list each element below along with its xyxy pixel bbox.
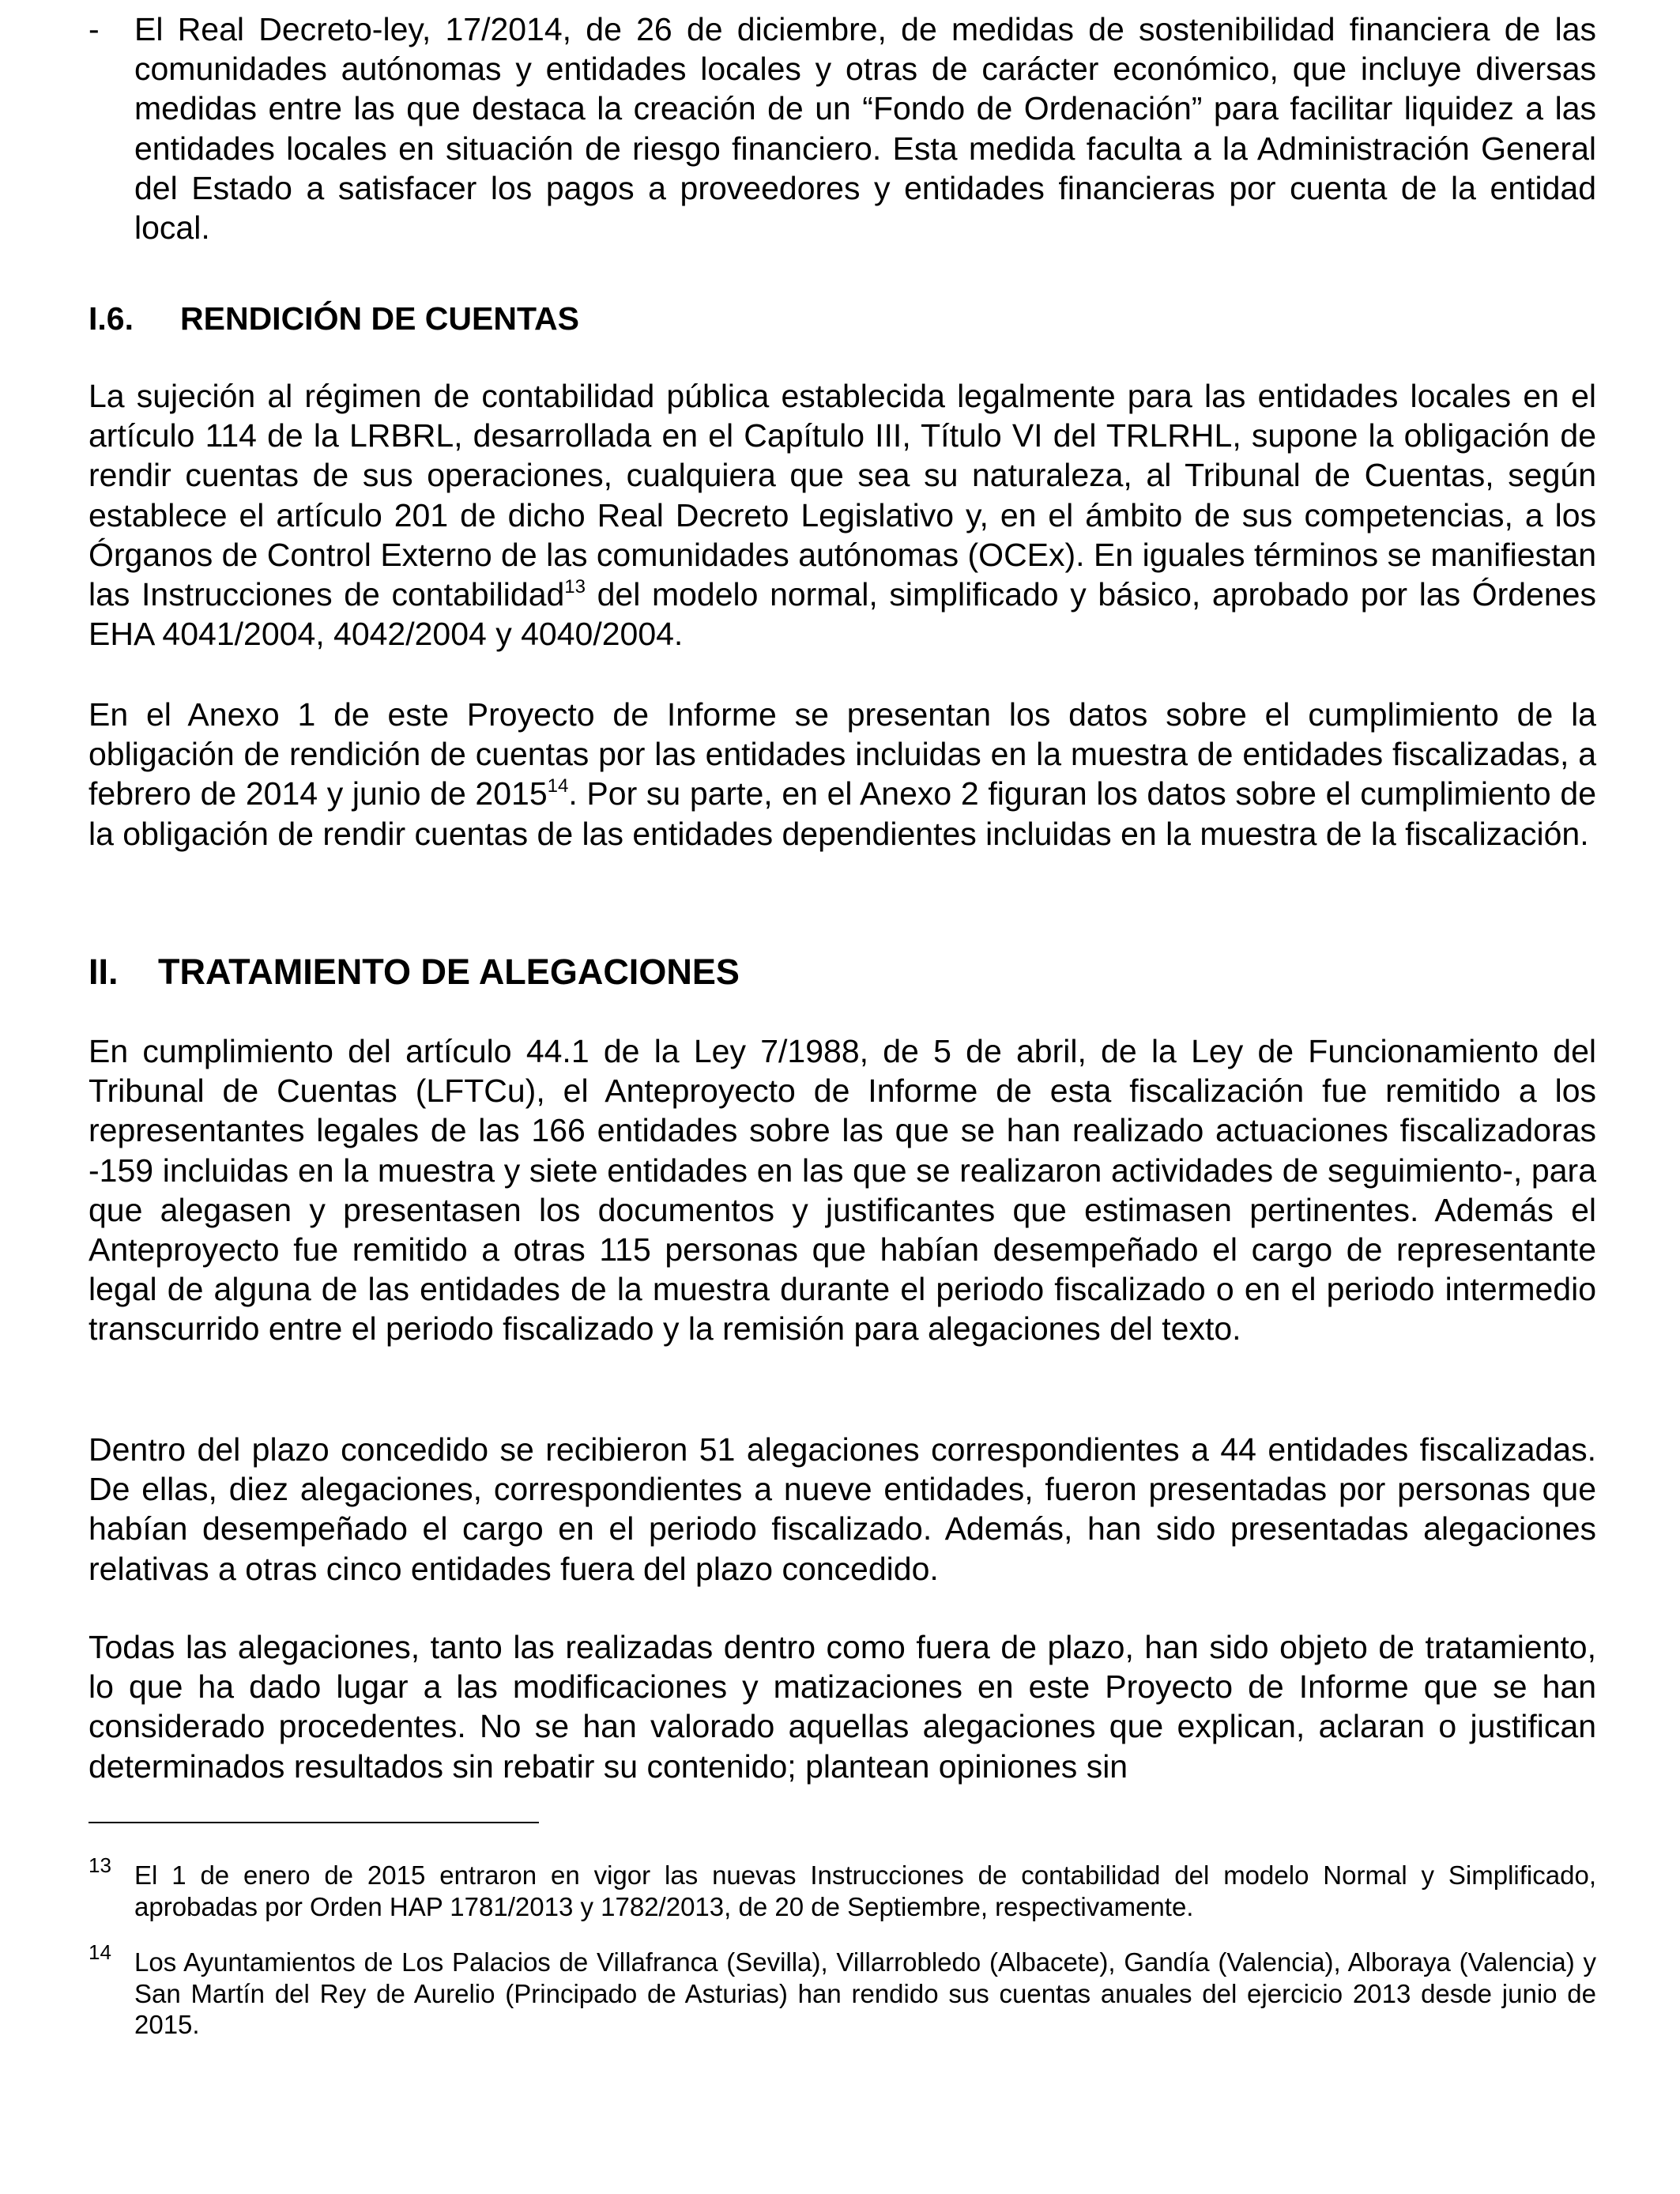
paragraph: En cumplimiento del artículo 44.1 de la Ley 7/1988, de 5 de abril, de la Ley de Funcionamiento del Tribunal de Cuentas (LFTCu), el Anteproyecto de Informe de esta fiscalización fue remitido a los representantes legales de las 166 entidades sobre las que se han realizado actuaciones fiscalizadoras -159 incluidas en la muestra y siete entidades en las que se realizaron actividades de seguimiento-, para que alegasen y presentasen los documentos y justificantes que estimasen pertinentes. Además el Anteproyecto fue remitido a otras 115 personas que habían desempeñado el cargo de representante legal de alguna de las entidades de la muestra durante el periodo fiscalizado o en el periodo intermedio transcurrido entre el periodo fiscalizado y la remisión para alegaciones del texto. (89, 1033, 1596, 1348)
footnote-number: 14 (89, 1940, 111, 1964)
paragraph: Dentro del plazo concedido se recibieron 51 alegaciones correspondientes a 44 entidades fiscalizadas. De ellas, diez alegaciones, correspondientes a nueve entidades, fueron presentadas por personas que habían desempeñado el cargo en el periodo fiscalizado. Además, han sido presentadas alegaciones relativas a otras cinco entidades fuera del plazo concedido. (89, 1431, 1596, 1587)
paragraph-text: La sujeción al régimen de contabilidad pública establecida legalmente para las entidades locales en el artículo 114 de la LRBRL, desarrollada en el Capítulo III, Título VI del TRLRHL, supone la obligación de rendir cuentas de sus operaciones, cualquiera que sea su naturaleza, al Tribunal de Cuentas, según establece el artículo 201 de dicho Real Decreto Legislativo y, en el ámbito de sus competencias, a los Órganos de Control Externo de las comunidades autónomas (OCEx). En iguales términos se manifiestan las Instrucciones de contabilidad (89, 378, 1596, 613)
footnote-text: El 1 de enero de 2015 entraron en vigor las nuevas Instrucciones de contabilidad del modelo Normal y Simplificado, aprobadas por Orden HAP 1781/2013 y 1782/2013, de 20 de Septiembre, respectivamente. (134, 1860, 1596, 1921)
list-bullet: - (89, 11, 100, 47)
section-heading-ii (89, 951, 740, 993)
footnote-text: Los Ayuntamientos de Los Palacios de Villafranca (Sevilla), Villarrobledo (Albacete), Gandía (Valencia), Alboraya (Valencia) y San Martín del Rey de Aurelio (Principado de Asturias) han rendido sus cuentas anuales del ejercicio 2013 desde junio de 2015. (134, 1947, 1596, 2039)
paragraph (89, 376, 1596, 654)
footnote (89, 1853, 1596, 1922)
footnote-separator (89, 1822, 539, 1823)
section-number: I.6. (89, 300, 134, 337)
paragraph-text: del modelo normal, simplificado y básico, aprobado por las Órdenes EHA 4041/2004, 4042/2004 y 4040/2004. (89, 576, 1596, 653)
section-title: RENDICIÓN DE CUENTAS (180, 300, 579, 337)
paragraph-text: En el Anexo 1 de este Proyecto de Informe se presentan los datos sobre el cumplimiento de la obligación de rendición de cuentas por las entidades incluidas en la muestra de entidades fiscalizadas, a febrero de 2014 y junio de 2015 (89, 696, 1596, 812)
list-item (89, 9, 1596, 247)
footnote-number: 13 (89, 1853, 111, 1877)
paragraph (89, 695, 1596, 854)
footnote-ref-13[interactable]: 13 (564, 576, 586, 598)
footnote (89, 1940, 1596, 2041)
section-title: TRATAMIENTO DE ALEGACIONES (158, 952, 740, 992)
paragraph: Todas las alegaciones, tanto las realizadas dentro como fuera de plazo, han sido objeto de tratamiento, lo que ha dado lugar a las modificaciones y matizaciones en este Proyecto de Informe que se han considerado procedentes. No se han valorado aquellas alegaciones que explican, aclaran o justifican determinados resultados sin rebatir su contenido; plantean opiniones sin (89, 1629, 1596, 1785)
paragraph-text: . Por su parte, en el Anexo 2 figuran los datos sobre el cumplimiento de la obligación de rendir cuentas de las entidades dependientes incluidas en la muestra de la fiscalización. (89, 775, 1596, 852)
list-item-text: El Real Decreto-ley, 17/2014, de 26 de diciembre, de medidas de sostenibilidad financiera de las comunidades autónomas y entidades locales y otras de carácter económico, que incluye diversas medidas entre las que destaca la creación de un “Fondo de Ordenación” para facilitar liquidez a las entidades locales en situación de riesgo financiero. Esta medida faculta a la Administración General del Estado a satisfacer los pagos a proveedores y entidades financieras por cuenta de la entidad local. (134, 11, 1596, 247)
section-number: II. (89, 952, 119, 992)
section-heading-i6 (89, 299, 579, 338)
footnote-ref-14[interactable]: 14 (547, 775, 569, 797)
